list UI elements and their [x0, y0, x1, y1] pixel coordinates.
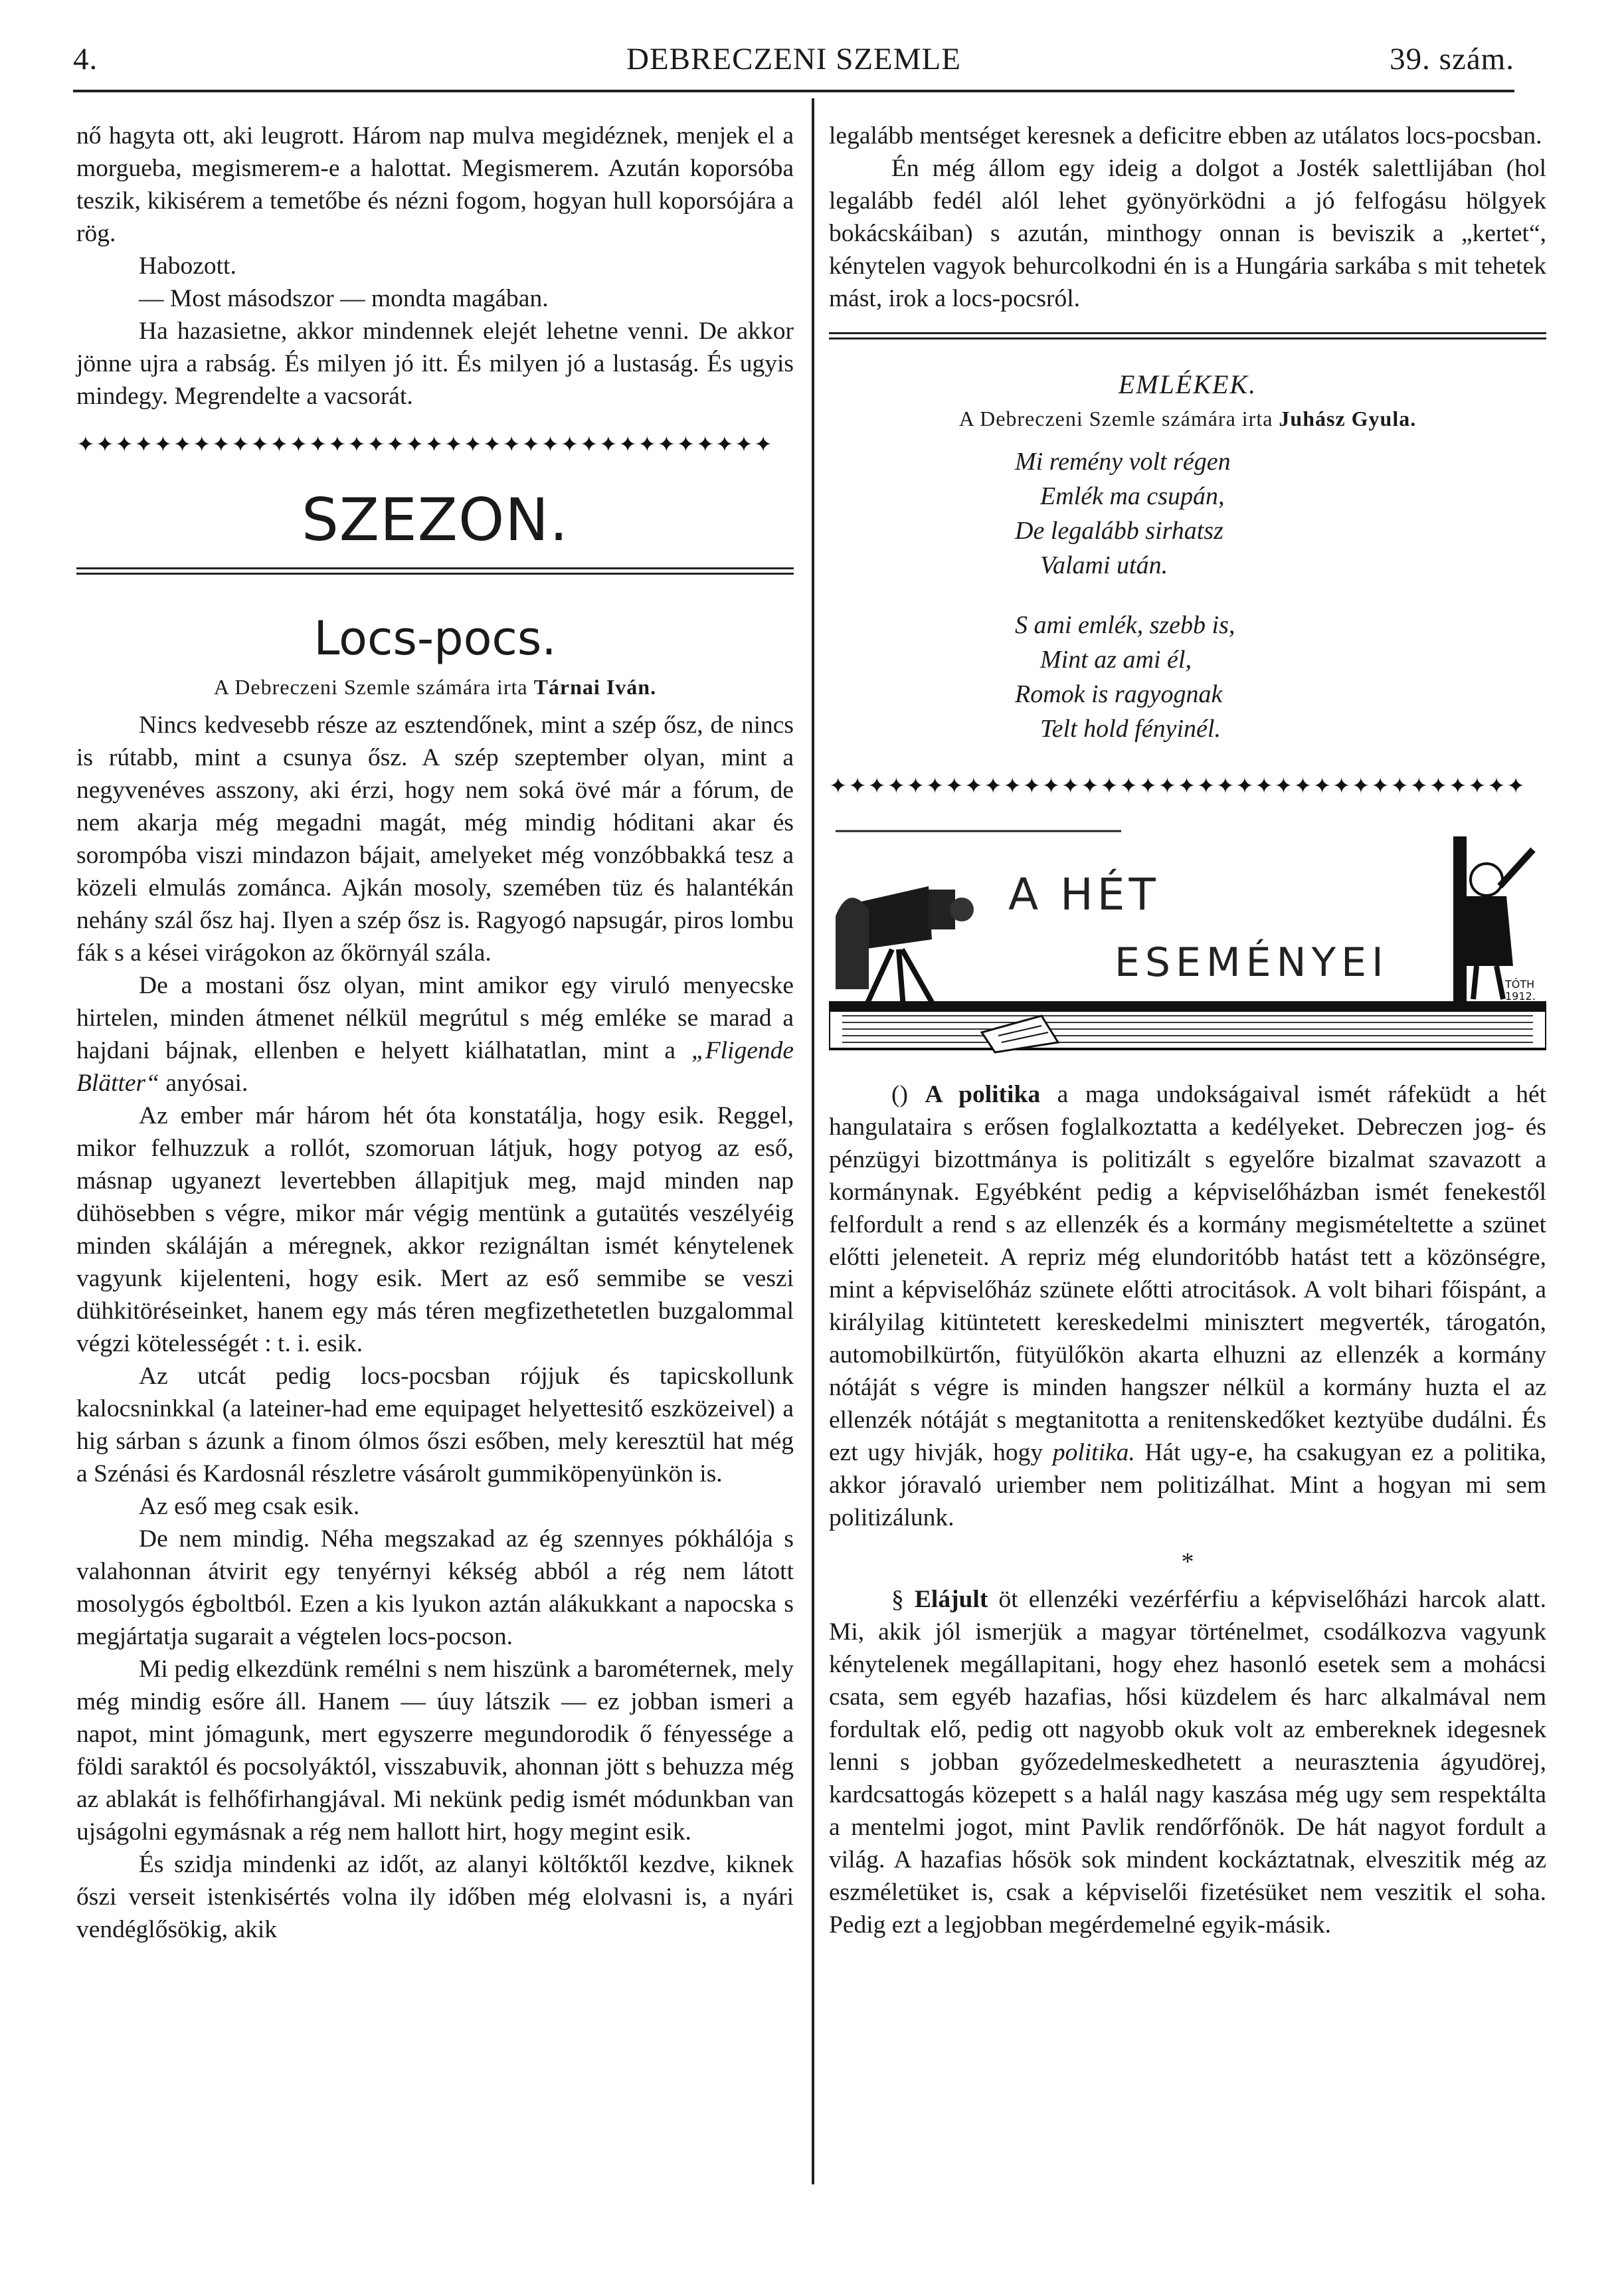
article-paragraph: Az utcát pedig locs-pocsban rójjuk és tapicskollunk kalocsninkkal (a lateiner-had eme equipaget helyettesitő eszközeivel) a hig sárban s ázunk a finom ólmos őszi esőben, mely keresztül hat még a Szénási és Kardosnál részletre vásárolt gummiköpenyünkön is. [76, 1363, 794, 1487]
column-divider [812, 98, 814, 2184]
news-banner [829, 823, 1546, 1062]
elajult-paragraph [829, 1583, 1546, 1941]
section-mark: § [891, 1586, 904, 1613]
article-paragraph: Én még állom egy ideig a dolgot a Josték salettlijában (hol legalább fedél alól lehet gyönyörködni a jó felfogásu hölgyek bokácskáiban) s azután, minthogy onnan is beviszik a „kertet“, kénytelen vagyok behurcolkodni én is a Hungária sarkába s mit tehetek mást, irok a locs-pocsról. [829, 155, 1546, 312]
poem-line: Mint az ami él, [1040, 646, 1192, 674]
double-rule [76, 567, 794, 575]
byline-prefix: A Debreczeni Szemle számára irta [213, 675, 528, 699]
article-paragraph: Mi pedig elkezdünk remélni s nem hiszünk a barométernek, mely még mindig esőre áll. Hanem — úuy látszik — ez jobban ismeri a napot, mint jómagunk, mert egyszerre megundorodik ő fényessége a földi saraktól és pocsolyáktól, visszabuvik, ahonnan jött s behuzza még az ablakát is felhőfirhangjával. Mi nekünk pedig ismét módunkban van ujságolni egymásnak a rég nem hallott hirt, hogy megint esik. [76, 1656, 794, 1846]
artist-signature: TÓTH [1505, 978, 1535, 991]
story-paragraph: — Most másodszor — mondta magában. [139, 285, 549, 312]
issue-number: 39. szám. [1390, 42, 1514, 76]
page-number: 4. [73, 42, 98, 76]
story-paragraph: Habozott. [139, 252, 236, 280]
poem-line: Mi remény volt régen [1015, 448, 1231, 476]
right-column [829, 120, 1546, 1941]
ornament-divider: ✦✦✦✦✦✦✦✦✦✦✦✦✦✦✦✦✦✦✦✦✦✦✦✦✦✦✦✦✦✦✦✦✦✦✦✦ [76, 433, 774, 457]
italic-word: politika. [1052, 1439, 1135, 1466]
poem-line: Romok is ragyognak [1015, 680, 1223, 708]
poem-line: De legalább sirhatsz [1015, 517, 1223, 545]
article-paragraph: Nincs kedvesebb része az esztendőnek, mint a szép ősz, de nincs is rútabb, mint a csunya ősz. A szép szeptember olyan, mint a negyvenéves asszony, aki érzi, hogy nem soká övé már a fórum, de nem akarja még megadni magát, még mindig hóditani akar és sorompóba viszi mindazon bájait, amelyeket még vonzóbbakká tesz a közeli elmulás zománca. Ajkán mosoly, szemében tüz és halantékán nehány szál ősz haj. Ilyen a szép ősz is. Ragyogó napsugár, piros lombu fák s a kései virágokon az őkörnyál szála. [76, 712, 794, 967]
stanza-gap [829, 583, 1546, 608]
article-paragraph [76, 969, 794, 1099]
byline-author: Juhász Gyula. [1279, 407, 1417, 430]
banner-year: 1912. [1505, 990, 1536, 1003]
double-rule [829, 332, 1546, 339]
ornament-divider: ✦✦✦✦✦✦✦✦✦✦✦✦✦✦✦✦✦✦✦✦✦✦✦✦✦✦✦✦✦✦✦✦✦✦✦✦ [829, 775, 1526, 799]
asterisk-divider: * [1181, 1548, 1194, 1576]
byline-prefix: A Debreczeni Szemle számára irta [958, 407, 1273, 430]
left-column [76, 120, 794, 1946]
poem-byline [829, 407, 1546, 431]
article-paragraph: De nem mindig. Néha megszakad az ég szennyes pókhálója s valahonnan átvirit egy tenyérnyi kékség abból a rég nem látott mosolygós égboltból. Ezen a kis lyukon aztán alákukkant a napocska s megjártatja sugarait a végtelen locs-pocson. [76, 1525, 794, 1650]
article-paragraph: Az eső meg csak esik. [139, 1493, 360, 1520]
poem-line: S ami emlék, szebb is, [1015, 611, 1235, 639]
article-byline [76, 675, 794, 700]
poem-line: Emlék ma csupán, [1040, 482, 1225, 510]
article-paragraph: Az ember már három hét óta konstatálja, hogy esik. Reggel, mikor felhuzzuk a rollót, szomoruan látjuk, hogy potyog az eső, másnap ugyanezt levertebben állapitjuk meg, majd minden nap dühösebben s végre, mikor már végig mentünk a gutaütés veszélyéig minden skáláján a méregnek, akkor rezignáltan ismét kénytelenek vagyunk kijelenteni, hogy esik. Mert az eső semmibe se veszi dühkitöréseinket, hanem egy más téren megfizethetetlen buzgalommal végzi kötelességét : t. i. esik. [76, 1102, 794, 1357]
paragraph-text: öt ellenzéki vezérférfiu a képviselőházi harcok alatt. Mi, akik jól ismerjük a magyar történelmet, csodálkozva vagyunk kénytelenek megállapitani, hogy ehez hasonló esetek sem a mohácsi csata, sem egyéb hazafias, hősi küzdelem és harc alkalmával nem fordultak elő, pedig ott nagyobb okuk volt az embereknek idegesnek lenni s jobban győzedelmeskedhetett a neurasztenia ágyudörej, kardcsattogás közepett s a halál nagy kaszása még ugy sem respektálta a mentelmi jogot, mint Pavlik rendőrfőnök. De hát nagyot fordult a világ. A hazafias hősök sok mindent kockáztatnak, elveszitik még az eszméletüket is, csak a képviselői fizetésüket nem veszitik el soha. Pedig ezt a legjobban megérdemelné egyik-másik. [829, 1586, 1547, 1939]
poem [829, 444, 1546, 746]
italic-title: „Fligende Blätter“ [76, 1037, 794, 1097]
politics-paragraph [829, 1078, 1546, 1534]
section-mark: () [891, 1081, 908, 1108]
poem-line: Valami után. [1040, 551, 1168, 579]
page-header [73, 41, 1514, 89]
poem-line: Telt hold fényinél. [1040, 715, 1221, 743]
elajult-lead: Elájult [914, 1586, 988, 1613]
banner-line2: ESEMÉNYEI [1115, 939, 1389, 986]
paragraph-text: De a mostani ősz olyan, mint amikor egy viruló menyecske hirtelen, minden átmenet nélkül megrútul s még emléke se marad a hajdani bájnak, ellenben e helyett kiálhatatlan, mint a [76, 972, 794, 1064]
byline-author: Tárnai Iván. [533, 675, 657, 699]
poem-title: EMLÉKEK. [1118, 369, 1257, 399]
journal-title: DEBRECZENI SZEMLE [626, 42, 961, 76]
header-rule [73, 90, 1514, 92]
story-paragraph: Ha hazasietne, akkor mindennek elejét lehetne venni. De akkor jönne ujra a rabság. És milyen jó itt. És milyen jó a lustaság. És ugyis mindegy. Megrendelte a vacsorát. [76, 318, 794, 410]
banner-line1: A HÉT [1008, 869, 1160, 920]
article-paragraph: legalább mentséget keresnek a deficitre ebben az utálatos locs-pocsban. [829, 122, 1542, 149]
politics-lead: A politika [925, 1081, 1041, 1108]
article-paragraph: És szidja mindenki az időt, az alanyi költőktől kezdve, kiknek őszi verseit istenkisértés volna ily időben még elolvasni is, a nyári vendéglősökig, akik [76, 1851, 794, 1943]
story-paragraph: nő hagyta ott, aki leugrott. Három nap mulva megidéznek, menjek el a morgueba, megismerem-e a halottat. Megismerem. Azután koporsóba teszik, kikisérem a temetőbe és nézni fogom, hogyan hull koporsójára a rög. [76, 122, 794, 247]
section-title: SZEZON. [301, 486, 569, 554]
paragraph-text: a maga undokságaival ismét ráfeküdt a hét hangulataira s erősen foglalkoztatta a kedélyeket. Debreczen jog- és pénzügyi bizottmánya is politizált s egyelőre bizalmat szavazott a kormánynak. Egyébként pedig a képviselőházban ismét fenekestől felfordult a rend s az ellenzék és a kormány megismételtette a szünet előtti jeleneteit. A repriz még elundoritóbb hatást tett a közönségre, mint a képviselőház szünete előtti atrocitások. A volt bihari főispánt, a királyilag kitüntetett kereskedelmi minisztert megverték, tárogatón, automobilkürtőn, fütyülőkön akarta elhuzni az ellenzék a kormány nótáját s végre is minden hangszer nélkül a kormány huzta el az ellenzék nótáját s megtanitotta a renitenskedőket keztyübe dudálni. És ezt ugy hivják, hogy [829, 1081, 1547, 1466]
paragraph-text: Hát ugy-e, ha csakugyan ez a politika, akkor jóravaló uriember nem politizálhat. Mint a hogyan mi sem politizálunk. [829, 1439, 1547, 1531]
banner-illustration [829, 823, 1546, 1062]
article-title: Locs-pocs. [314, 611, 557, 666]
paragraph-text: anyósai. [165, 1070, 248, 1097]
